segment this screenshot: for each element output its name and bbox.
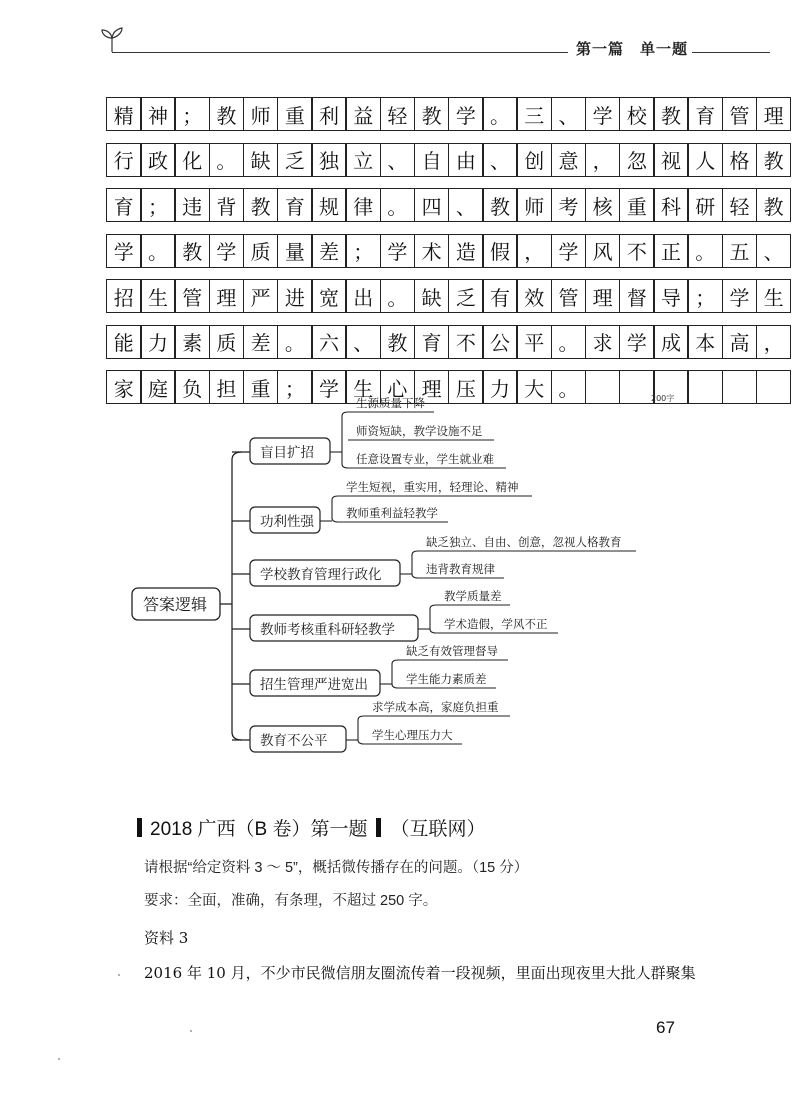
grid-cell: 教 (380, 325, 416, 359)
grid-cell: 术 (414, 234, 450, 268)
grid-cell: 乏 (277, 143, 313, 177)
grid-cell: 效 (516, 279, 552, 313)
grid-cell: 、 (380, 143, 416, 177)
leaf-label: 学生短视，重实用，轻理论、精神 (346, 480, 519, 494)
branch-node-label: 教师考核重科研轻教学 (260, 622, 395, 638)
grid-cell: 出 (345, 279, 381, 313)
grid-cell: 。 (209, 143, 245, 177)
grid-cell: 公 (482, 325, 518, 359)
grid-cell: 生 (756, 279, 792, 313)
grid-cell: 格 (722, 143, 758, 177)
grid-cell: 创 (516, 143, 552, 177)
grid-cell: 理 (585, 279, 621, 313)
grid-cell: ； (345, 234, 381, 268)
grid-cell: 缺 (414, 279, 450, 313)
grid-cell: 、 (551, 97, 587, 131)
leaf-label: 师资短缺，教学设施不足 (356, 424, 483, 438)
grid-cell: 意 (551, 143, 587, 177)
grid-cell: 风 (585, 234, 621, 268)
grid-cell: 教 (243, 188, 279, 222)
grid-cell: 高 (722, 325, 758, 359)
grid-cell: ， (756, 325, 792, 359)
grid-cell: 校 (619, 97, 655, 131)
leaf-label: 任意设置专业，学生就业难 (356, 452, 494, 466)
grid-cell: 由 (448, 143, 484, 177)
grid-cell: 心 (380, 370, 416, 404)
grid-cell: 假 (482, 234, 518, 268)
leaf-label: 缺乏有效管理督导 (406, 644, 498, 658)
grid-cell: 育 (277, 188, 313, 222)
grid-cell: 师 (243, 97, 279, 131)
material-text-line: 2016 年 10 月，不少市民微信朋友圈流传着一段视频，里面出现夜里大批人群聚集 (144, 964, 696, 982)
grid-cell: ； (174, 97, 210, 131)
leaf-label: 学术造假，学风不正 (444, 617, 548, 631)
material-label: 资料 3 (144, 929, 189, 947)
leaf-bracket (412, 551, 418, 578)
grid-cell: 轻 (380, 97, 416, 131)
root-node-label: 答案逻辑 (143, 595, 208, 614)
grid-cell: 。 (687, 234, 723, 268)
grid-cell: 宽 (311, 279, 347, 313)
grid-cell: ； (687, 279, 723, 313)
scan-speck (190, 1030, 192, 1032)
grid-cell: 利 (311, 97, 347, 131)
question-source-tag: （互联网） (390, 819, 486, 840)
grid-cell: 育 (106, 188, 142, 222)
grid-cell: 。 (482, 97, 518, 131)
grid-cell: 缺 (243, 143, 279, 177)
grid-cell: 育 (687, 97, 723, 131)
grid-cell: 本 (687, 325, 723, 359)
grid-cell: ， (585, 143, 621, 177)
grid-cell: 。 (380, 188, 416, 222)
grid-cell: 大 (516, 370, 552, 404)
grid-cell: 理 (756, 97, 792, 131)
grid-cell: 乏 (448, 279, 484, 313)
grid-cell: ， (516, 234, 552, 268)
grid-cell: 、 (756, 234, 792, 268)
leaf-bracket (358, 716, 364, 744)
grid-cell: 招 (106, 279, 142, 313)
grid-cell: 六 (311, 325, 347, 359)
grid-cell: 教 (653, 97, 689, 131)
leaf-label: 求学成本高，家庭负担重 (372, 700, 499, 714)
grid-cell: ； (140, 188, 176, 222)
grid-cell: 视 (653, 143, 689, 177)
grid-cell: 成 (653, 325, 689, 359)
leaf-bracket (392, 660, 398, 688)
branch-node-label: 盲目扩招 (260, 445, 314, 461)
grid-cell: 重 (619, 188, 655, 222)
grid-cell: 育 (414, 325, 450, 359)
grid-cell: 四 (414, 188, 450, 222)
grid-cell: 学 (722, 279, 758, 313)
grid-cell: 化 (174, 143, 210, 177)
grid-cell: 压 (448, 370, 484, 404)
heading-bar-left (137, 818, 142, 837)
grid-cell: 不 (448, 325, 484, 359)
grid-cell: 五 (722, 234, 758, 268)
grid-cell: 三 (516, 97, 552, 131)
leaf-label: 学生能力素质差 (406, 672, 487, 686)
grid-cell: 严 (243, 279, 279, 313)
grid-cell: 能 (106, 325, 142, 359)
grid-cell: 不 (619, 234, 655, 268)
leaf-label: 缺乏独立、自由、创意，忽视人格教育 (426, 535, 622, 549)
grid-cell: 忽 (619, 143, 655, 177)
grid-cell: 。 (277, 325, 313, 359)
grid-cell: 庭 (140, 370, 176, 404)
grid-cell: 量 (277, 234, 313, 268)
leaf-label: 生源质量下降 (356, 396, 425, 410)
grid-cell: 、 (482, 143, 518, 177)
grid-cell: 行 (106, 143, 142, 177)
leaf-bracket (332, 496, 338, 522)
grid-cell: 重 (243, 370, 279, 404)
grid-cell: 力 (140, 325, 176, 359)
grid-cell: 学 (311, 370, 347, 404)
grid-cell: 违 (174, 188, 210, 222)
grid-cell: 精 (106, 97, 142, 131)
grid-cell: 学 (619, 325, 655, 359)
grid-cell: 求 (585, 325, 621, 359)
grid-cell: 教 (174, 234, 210, 268)
grid-cell: 自 (414, 143, 450, 177)
scan-speck (58, 1058, 60, 1060)
branch-node-label: 学校教育管理行政化 (260, 567, 382, 583)
grid-cell: 人 (687, 143, 723, 177)
grid-cell: 督 (619, 279, 655, 313)
grid-cell: 师 (516, 188, 552, 222)
grid-cell: 。 (551, 370, 587, 404)
heading-bar-right (376, 818, 381, 837)
grid-cell: 学 (585, 97, 621, 131)
leaf-bracket (342, 412, 348, 468)
grid-cell: 立 (345, 143, 381, 177)
grid-cell: 独 (311, 143, 347, 177)
grid-cell: 政 (140, 143, 176, 177)
grid-cell: 差 (243, 325, 279, 359)
grid-cell: 差 (311, 234, 347, 268)
grid-cell: 轻 (722, 188, 758, 222)
question-prompt: 请根据“给定资料 3 ～ 5”，概括微传播存在的问题。（15 分） (144, 860, 529, 876)
grid-cell: 学 (106, 234, 142, 268)
grid-cell: 质 (243, 234, 279, 268)
grid-cell: ； (277, 370, 313, 404)
grid-cell: 有 (482, 279, 518, 313)
grid-cell: 担 (209, 370, 245, 404)
question-title: 2018 广西（B 卷）第一题 (150, 819, 368, 840)
grid-cell: 教 (482, 188, 518, 222)
word-count-label: 200字 (651, 394, 675, 403)
leaf-label: 教学质量差 (444, 589, 502, 603)
grid-cell: 研 (687, 188, 723, 222)
grid-cell: 教 (756, 143, 792, 177)
page-number: 67 (656, 1018, 675, 1037)
grid-cell: 考 (551, 188, 587, 222)
grid-cell: 学 (551, 234, 587, 268)
grid-cell: 导 (653, 279, 689, 313)
leaf-label: 教师重利益轻教学 (346, 506, 438, 520)
grid-cell: 核 (585, 188, 621, 222)
grid-cell: 理 (414, 370, 450, 404)
grid-cell: 教 (414, 97, 450, 131)
grid-cell: 质 (209, 325, 245, 359)
grid-cell: 、 (345, 325, 381, 359)
trunk-bracket (232, 452, 242, 740)
header-section-title: 第一篇 单一题 (576, 40, 689, 58)
grid-cell: 神 (140, 97, 176, 131)
grid-cell: 教 (756, 188, 792, 222)
grid-cell: 力 (482, 370, 518, 404)
scan-speck (118, 974, 120, 976)
leaf-label: 学生心理压力大 (372, 728, 453, 742)
grid-cell: 素 (174, 325, 210, 359)
grid-cell: 管 (174, 279, 210, 313)
grid-cell: 生 (140, 279, 176, 313)
grid-cell: 。 (140, 234, 176, 268)
grid-cell: 学 (380, 234, 416, 268)
question-heading (137, 814, 486, 841)
branch-node-label: 招生管理严进宽出 (260, 677, 368, 693)
grid-cell: 学 (448, 97, 484, 131)
grid-cell: 生 (345, 370, 381, 404)
leaf-bracket (430, 605, 436, 633)
branch-node-label: 教育不公平 (260, 733, 328, 749)
grid-cell: 重 (277, 97, 313, 131)
grid-cell: 正 (653, 234, 689, 268)
branch-node-label: 功利性强 (260, 514, 314, 530)
grid-cell: 。 (551, 325, 587, 359)
grid-cell: 益 (345, 97, 381, 131)
grid-cell: 教 (209, 97, 245, 131)
grid-cell: 造 (448, 234, 484, 268)
grid-cell: 理 (209, 279, 245, 313)
grid-cell: 进 (277, 279, 313, 313)
grid-cell: 平 (516, 325, 552, 359)
grid-cell: 。 (380, 279, 416, 313)
leaf-label: 违背教育规律 (426, 562, 495, 576)
grid-cell: 、 (448, 188, 484, 222)
grid-cell: 管 (551, 279, 587, 313)
grid-cell: 学 (209, 234, 245, 268)
grid-cell: 律 (345, 188, 381, 222)
grid-cell: 负 (174, 370, 210, 404)
question-requirement: 要求：全面，准确，有条理，不超过 250 字。 (144, 893, 438, 909)
grid-cell: 科 (653, 188, 689, 222)
grid-cell: 规 (311, 188, 347, 222)
grid-cell: 背 (209, 188, 245, 222)
grid-cell: 家 (106, 370, 142, 404)
grid-cell: 管 (722, 97, 758, 131)
